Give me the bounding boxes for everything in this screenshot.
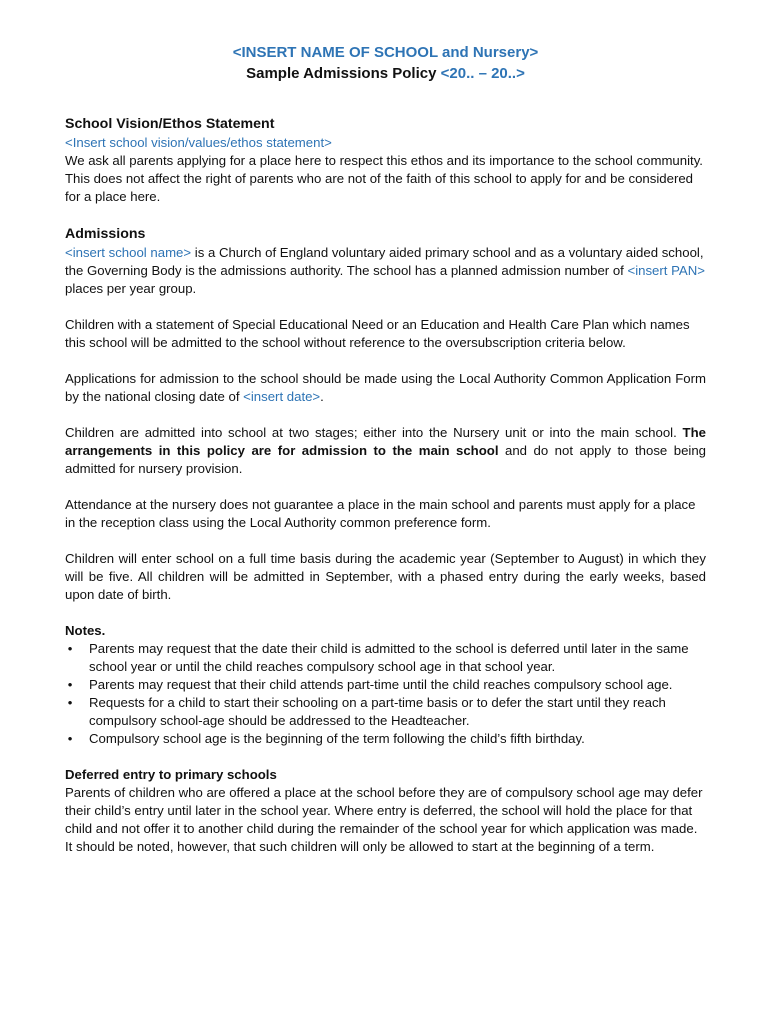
vision-placeholder: <Insert school vision/values/ethos statement> — [65, 135, 332, 150]
admissions-paragraph-1 — [65, 244, 706, 298]
school-name-inline-placeholder: <insert school name> — [65, 245, 192, 260]
school-name-placeholder: <INSERT NAME OF SCHOOL and Nursery> — [232, 44, 539, 61]
note-text: Parents may request that their child attends part-time until the child reaches compulsory school age. — [89, 677, 673, 692]
admissions-p1-text-a: is a Church of England voluntary aided primary school and as a voluntary aided school, the Governing Body is the admissions authority. The school has a planned admission number of — [65, 245, 704, 278]
note-text: Parents may request that the date their child is admitted to the school is deferred until later in the same school year or until the child reaches compulsory school age in that school year. — [89, 641, 689, 674]
admissions-p3-end: . — [320, 389, 324, 404]
admissions-p4-text-b: and do not apply to those being admitted for nursery provision. — [65, 443, 707, 476]
admissions-p4-bold: The arrangements in this policy are for admission to the main school — [65, 425, 706, 458]
admissions-paragraph-5: Attendance at the nursery does not guarantee a place in the main school and parents must apply for a place in the reception class using the Local Authority common preference form. — [65, 497, 696, 530]
list-item — [65, 730, 706, 748]
list-item — [65, 694, 706, 730]
admissions-paragraph-4 — [65, 424, 706, 478]
date-placeholder: <insert date> — [243, 389, 321, 404]
note-text: Requests for a child to start their schooling on a part-time basis or to defer the start until they reach compulsory school-age should be addressed to the Headteacher. — [89, 695, 666, 728]
admissions-p4-text-a: Children are admitted into school at two stages; either into the Nursery unit or into the main school. — [65, 425, 683, 440]
admissions-p1-text-b: places per year group. — [65, 281, 197, 296]
admissions-paragraph-6: Children will enter school on a full time basis during the academic year (September to August) in which they will be five. All children will be admitted in September, with a phased entry during the early weeks, based upon date of birth. — [65, 551, 706, 602]
deferred-paragraph-1: Parents of children who are offered a place at the school before they are of compulsory school age may defer their child’s entry until later in the school year. Where entry is deferred, the school will hold the place for that child and not offer it to another child during the remainder of the school year for which application was made. — [65, 785, 703, 836]
bullet-icon: • — [67, 677, 73, 692]
deferred-section — [65, 766, 706, 856]
list-item — [65, 640, 706, 676]
admissions-section — [65, 224, 706, 604]
bullet-icon: • — [67, 731, 73, 746]
admissions-heading: Admissions — [65, 226, 146, 242]
deferred-heading: Deferred entry to primary schools — [65, 767, 277, 782]
document-title — [65, 42, 706, 84]
notes-heading: Notes. — [65, 623, 106, 638]
admissions-p3-text: Applications for admission to the school should be made using the Local Authority Common Application Form by the national closing date of — [65, 371, 706, 404]
policy-title — [65, 63, 706, 84]
list-item — [65, 676, 706, 694]
policy-title-text: Sample Admissions Policy — [246, 65, 441, 82]
admissions-paragraph-3 — [65, 370, 706, 406]
vision-heading: School Vision/Ethos Statement — [65, 116, 275, 132]
vision-body: We ask all parents applying for a place here to respect this ethos and its importance to the school community. This does not affect the right of parents who are not of the faith of this school to apply for and be considered for a place here. — [65, 153, 703, 204]
policy-years-placeholder: <20.. – 20..> — [440, 65, 525, 82]
bullet-icon: • — [67, 695, 73, 710]
notes-section — [65, 622, 706, 748]
notes-list — [65, 640, 706, 748]
pan-placeholder: <insert PAN> — [627, 263, 705, 278]
vision-section — [65, 114, 706, 206]
bullet-icon: • — [67, 641, 73, 656]
deferred-paragraph-2: It should be noted, however, that such children will only be allowed to start at the beginning of a term. — [65, 839, 655, 854]
note-text: Compulsory school age is the beginning of the term following the child’s fifth birthday. — [89, 731, 585, 746]
admissions-paragraph-2: Children with a statement of Special Educational Need or an Education and Health Care Plan which names this school will be admitted to the school without reference to the oversubscription criteria below. — [65, 317, 690, 350]
